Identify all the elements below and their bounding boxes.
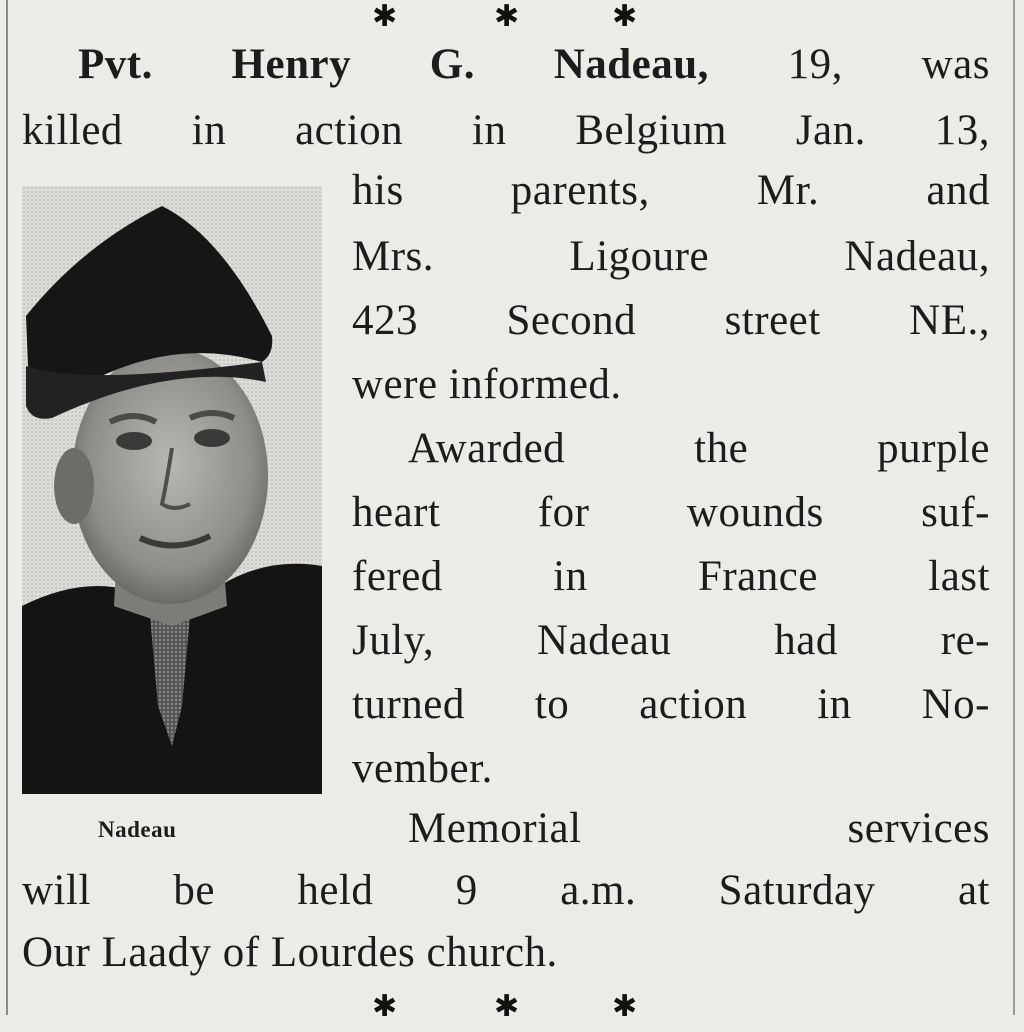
star-icon: ✱ [494, 0, 520, 34]
column-rule-right [1013, 0, 1015, 1015]
article-line: fered in France last [352, 553, 990, 600]
photo-caption: Nadeau [98, 817, 177, 842]
article-line: his parents, Mr. and [352, 167, 990, 214]
article-line: heart for wounds suf- [352, 489, 990, 536]
star-icon: ✱ [612, 989, 638, 1024]
article-line: Memorial services [408, 805, 990, 852]
column-rule-left [6, 0, 8, 1015]
star-icon: ✱ [494, 989, 520, 1024]
article-lead [78, 36, 990, 94]
bottom-separator [0, 989, 1024, 1032]
article-line: vember. [352, 745, 493, 792]
soldier-name: Pvt. Henry G. Nadeau, [78, 41, 709, 88]
article-line: Awarded the purple [408, 425, 990, 472]
article-line: turned to action in No- [352, 681, 990, 728]
portrait-photo-icon [22, 186, 322, 794]
article-line: killed in action in Belgium Jan. 13, [22, 107, 990, 154]
star-icon: ✱ [612, 0, 638, 34]
article-line: July, Nadeau had re- [352, 617, 990, 664]
lead-text: 19, was [708, 41, 990, 88]
article-line: Our Laady of Lourdes church. [22, 929, 558, 976]
article-line: were informed. [352, 361, 622, 408]
article-line: will be held 9 a.m. Saturday at [22, 867, 990, 914]
article-line: Mrs. Ligoure Nadeau, [352, 233, 990, 280]
star-icon: ✱ [372, 989, 398, 1024]
article-line: 423 Second street NE., [352, 297, 990, 344]
star-icon: ✱ [372, 0, 398, 34]
